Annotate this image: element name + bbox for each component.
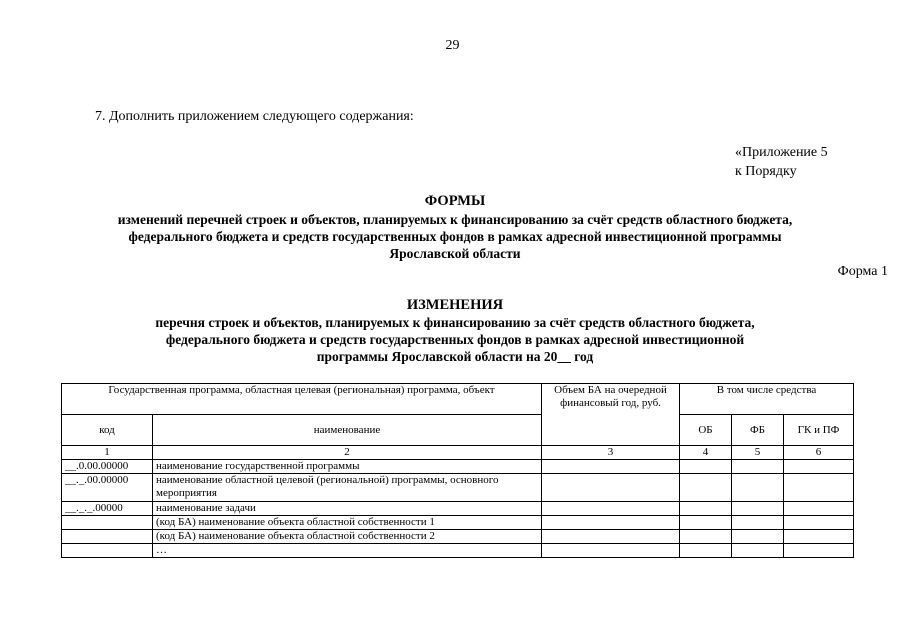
header-fb: ФБ <box>732 415 784 446</box>
row-fb <box>732 460 784 474</box>
row-fb <box>732 530 784 544</box>
row-code: __.0.00.00000 <box>62 460 153 474</box>
column-number: 6 <box>784 446 854 460</box>
header-program: Государственная программа, областная целевая (региональная) программа, объект <box>62 384 542 415</box>
row-volume <box>542 544 680 558</box>
header-code: код <box>62 415 153 446</box>
table-row <box>62 460 854 474</box>
row-fb <box>732 502 784 516</box>
header-volume: Объем БА на очередной финансовый год, руб. <box>542 384 680 446</box>
row-gk-pf <box>784 460 854 474</box>
column-number: 3 <box>542 446 680 460</box>
forms-title: ФОРМЫ <box>424 193 486 209</box>
row-name: (код БА) наименование объекта областной собственности 1 <box>153 516 542 530</box>
row-gk-pf <box>784 502 854 516</box>
header-gk-pf: ГК и ПФ <box>784 415 854 446</box>
row-volume <box>542 502 680 516</box>
table-row <box>62 502 854 516</box>
row-name: … <box>153 544 542 558</box>
row-fb <box>732 474 784 502</box>
column-number: 2 <box>153 446 542 460</box>
table-row <box>62 474 854 502</box>
changes-title: ИЗМЕНЕНИЯ <box>406 297 504 313</box>
header-including: В том числе средства <box>680 384 854 415</box>
changes-table <box>61 383 854 558</box>
column-number: 1 <box>62 446 153 460</box>
row-code <box>62 516 153 530</box>
form-number-label: Форма 1 <box>837 264 888 279</box>
column-number: 4 <box>680 446 732 460</box>
row-gk-pf <box>784 474 854 502</box>
header-ob: ОБ <box>680 415 732 446</box>
row-name: наименование задачи <box>153 502 542 516</box>
row-volume <box>542 474 680 502</box>
header-name: наименование <box>153 415 542 446</box>
table-row <box>62 544 854 558</box>
appendix-reference <box>735 143 828 181</box>
table-row <box>62 530 854 544</box>
forms-subtitle: изменений перечней строек и объектов, планируемых к финансированию за счёт средств областного бюджета, федерального бюджета и средств государственных фондов в рамках адресной инвестиционной программы Ярославской области <box>117 212 793 261</box>
intro-paragraph: 7. Дополнить приложением следующего содержания: <box>95 109 414 124</box>
row-gk-pf <box>784 530 854 544</box>
row-ob <box>680 544 732 558</box>
row-volume <box>542 516 680 530</box>
row-volume <box>542 460 680 474</box>
appendix-line-2: к Порядку <box>735 164 797 179</box>
column-number: 5 <box>732 446 784 460</box>
page-number: 29 <box>445 38 460 53</box>
row-code: __._._.00000 <box>62 502 153 516</box>
changes-subtitle: перечня строек и объектов, планируемых к финансированию за счёт средств областного бюджета, федерального бюджета и средств государственных фондов в рамках адресной инвестиционной программы Ярославской области на 20__ год <box>155 315 755 364</box>
column-numbers-row <box>62 446 854 460</box>
row-gk-pf <box>784 516 854 530</box>
table-header-row <box>62 384 854 415</box>
row-code <box>62 544 153 558</box>
table-subheader-row <box>62 415 854 446</box>
table-row <box>62 516 854 530</box>
row-ob <box>680 502 732 516</box>
row-volume <box>542 530 680 544</box>
row-ob <box>680 460 732 474</box>
row-code <box>62 530 153 544</box>
row-name: наименование государственной программы <box>153 460 542 474</box>
row-fb <box>732 516 784 530</box>
row-gk-pf <box>784 544 854 558</box>
row-fb <box>732 544 784 558</box>
row-ob <box>680 516 732 530</box>
appendix-line-1: «Приложение 5 <box>735 145 828 160</box>
row-name: (код БА) наименование объекта областной собственности 2 <box>153 530 542 544</box>
row-ob <box>680 530 732 544</box>
row-ob <box>680 474 732 502</box>
row-name: наименование областной целевой (региональной) программы, основного мероприятия <box>153 474 542 502</box>
row-code: __._.00.00000 <box>62 474 153 502</box>
